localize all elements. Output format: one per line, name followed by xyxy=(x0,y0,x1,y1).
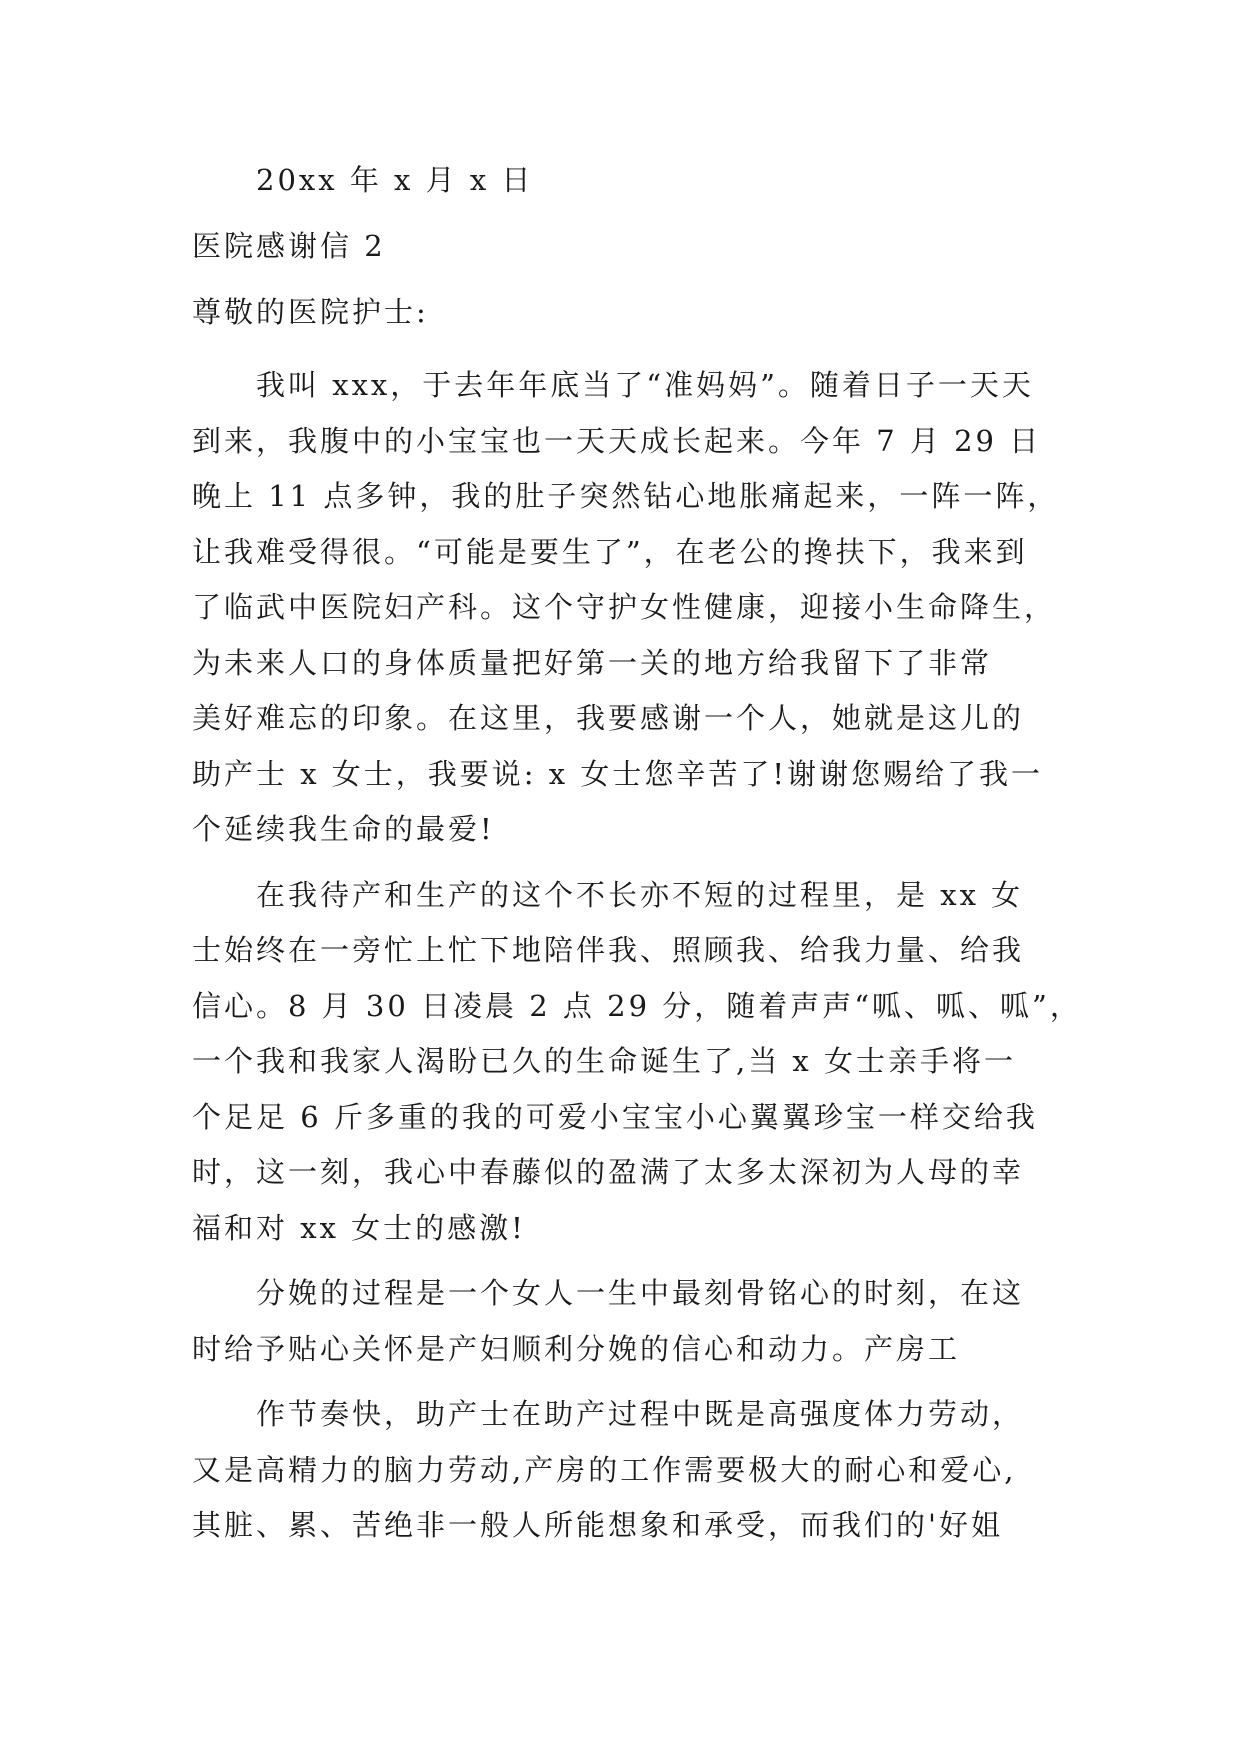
text-line: 助产士 x 女士，我要说: x 女士您辛苦了!谢谢您赐给了我一 xyxy=(192,756,1044,791)
text-line: 让我难受得很。“可能是要生了”，在老公的搀扶下，我来到 xyxy=(192,534,1028,569)
text-line: 分娩的过程是一个女人一生中最刻骨铭心的时刻，在这 xyxy=(256,1276,1025,1310)
text-line: 士始终在一旁忙上忙下地陪伴我、照顾我、给我力量、给我 xyxy=(192,933,1025,967)
text-line: 信心。8 月 30 日凌晨 2 点 29 分，随着声声“呱、呱、呱”， xyxy=(192,988,1082,1023)
text-line: 个足足 6 斤多重的我的可爱小宝宝小心翼翼珍宝一样交给我 xyxy=(192,1099,1038,1134)
text-line: 一个我和我家人渴盼已久的生命诞生了,当 x 女士亲手将一 xyxy=(192,1044,1017,1078)
text-line: 晚上 11 点多钟，我的肚子突然钻心地胀痛起来，一阵一阵， xyxy=(192,479,1060,513)
paragraph-4 xyxy=(192,1387,1052,1554)
text-line: 个延续我生命的最爱! xyxy=(192,812,495,846)
text-line: 时，这一刻，我心中春藤似的盈满了太多太深初为人母的幸 xyxy=(192,1155,1025,1189)
text-line: 时给予贴心关怀是产妇顺利分娩的信心和动力。产房工 xyxy=(192,1331,961,1366)
paragraph-2 xyxy=(192,868,1082,1257)
letter-salutation: 尊敬的医院护士: xyxy=(192,295,429,329)
text-line: 作节奏快，助产士在助产过程中既是高强度体力劳动， xyxy=(256,1397,1025,1431)
text-line: 我叫 xxx，于去年年底当了“准妈妈”。随着日子一天天 xyxy=(256,368,1034,402)
paragraph-3 xyxy=(192,1266,1052,1377)
letter-title: 医院感谢信 2 xyxy=(192,229,386,263)
text-line: 到来，我腹中的小宝宝也一天天成长起来。今年 7 月 29 日 xyxy=(192,423,1042,458)
text-line: 为未来人口的身体质量把好第一关的地方给我留下了非常 xyxy=(192,645,993,680)
text-line: 其脏、累、苦绝非一般人所能想象和承受，而我们的'好姐 xyxy=(192,1508,1003,1542)
text-line: 福和对 xx 女士的感激! xyxy=(192,1210,526,1245)
letter-date: 20xx 年 x 月 x 日 xyxy=(256,163,534,197)
text-line: 在我待产和生产的这个不长亦不短的过程里，是 xx 女 xyxy=(256,877,1024,912)
text-line: 美好难忘的印象。在这里，我要感谢一个人，她就是这儿的 xyxy=(192,701,1025,735)
text-line: 了临武中医院妇产科。这个守护女性健康，迎接小生命降生， xyxy=(192,590,1057,624)
paragraph-1 xyxy=(192,358,1060,858)
letter-body xyxy=(192,160,1082,1564)
text-line: 又是高精力的脑力劳动,产房的工作需要极大的耐心和爱心, xyxy=(192,1452,1017,1487)
